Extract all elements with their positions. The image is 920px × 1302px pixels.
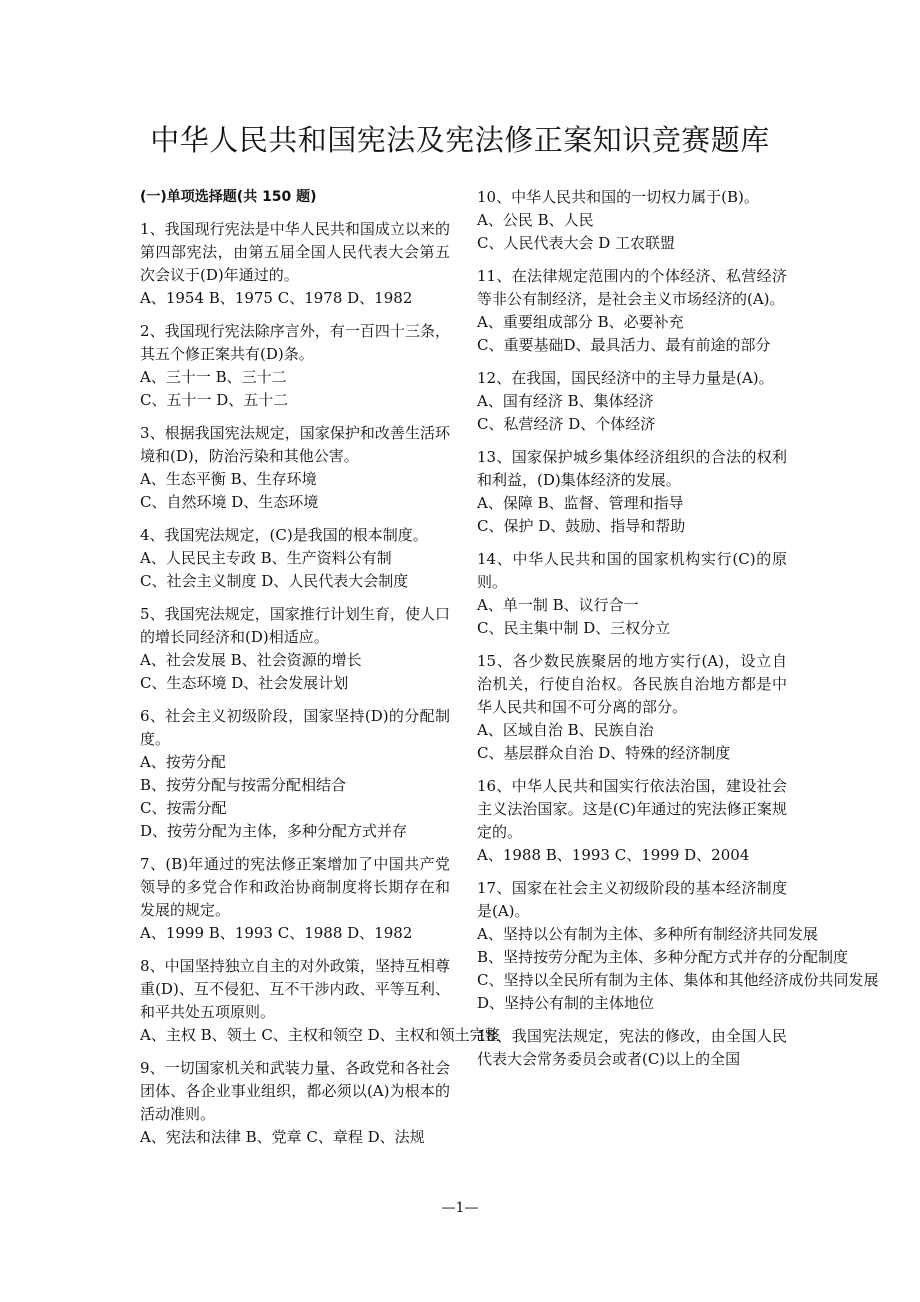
answer-options: A、1954 B、1975 C、1978 D、1982 xyxy=(140,289,413,307)
answer-options: A、坚持以公有制为主体、多种所有制经济共同发展 xyxy=(477,925,818,943)
answer-options: C、民主集中制 D、三权分立 xyxy=(477,619,671,637)
answer-options: C、社会主义制度 D、人民代表大会制度 xyxy=(140,572,409,590)
answer-options: A、三十一 B、三十二 xyxy=(140,368,287,386)
answer-options: D、按劳分配为主体，多种分配方式并存 xyxy=(140,822,408,840)
question-text: 11、在法律规定范围内的个体经济、私营经济等非公有制经济，是社会主义市场经济的(A)。 xyxy=(477,267,787,308)
answer-options: C、保护 D、鼓励、指导和帮助 xyxy=(477,517,686,535)
answer-options: A、生态平衡 B、生存环境 xyxy=(140,470,317,488)
answer-options: C、生态环境 D、社会发展计划 xyxy=(140,674,349,692)
question-item xyxy=(477,186,787,255)
right-column xyxy=(477,186,879,1081)
question-text: 5、我国宪法规定，国家推行计划生育，使人口的增长同经济和(D)相适应。 xyxy=(140,605,450,646)
question-item xyxy=(140,422,450,514)
question-item xyxy=(140,705,450,843)
question-text: 8、中国坚持独立自主的对外政策，坚持互相尊重(D)、互不侵犯、互不干涉内政、平等互利、和平共处五项原则。 xyxy=(140,957,450,1021)
question-list-right xyxy=(477,186,879,1071)
question-item xyxy=(477,446,787,538)
question-text: 18、我国宪法规定，宪法的修改，由全国人民代表大会常务委员会或者(C)以上的全国 xyxy=(477,1027,787,1068)
question-item xyxy=(477,367,787,436)
answer-options: A、宪法和法律 B、党章 C、章程 D、法规 xyxy=(140,1128,425,1146)
question-text: 12、在我国，国民经济中的主导力量是(A)。 xyxy=(477,369,774,387)
question-text: 1、我国现行宪法是中华人民共和国成立以来的第四部宪法，由第五届全国人民代表大会第五次会议于(D)年通过的。 xyxy=(140,220,450,284)
answer-options: A、人民民主专政 B、生产资料公有制 xyxy=(140,549,392,567)
answer-options: C、人民代表大会 D 工农联盟 xyxy=(477,234,676,252)
question-item xyxy=(477,877,879,1015)
left-column xyxy=(140,186,500,1159)
answer-options: B、坚持按劳分配为主体、多种分配方式并存的分配制度 xyxy=(477,948,849,966)
answer-options: A、保障 B、监督、管理和指导 xyxy=(477,494,684,512)
question-item xyxy=(477,775,787,867)
answer-options: C、五十一 D、五十二 xyxy=(140,391,289,409)
question-item xyxy=(140,218,450,310)
answer-options: A、单一制 B、议行合一 xyxy=(477,596,639,614)
question-item xyxy=(477,265,787,357)
question-text: 9、一切国家机关和武装力量、各政党和各社会团体、各企业事业组织，都必须以(A)为根本的活动准则。 xyxy=(140,1059,450,1123)
answer-options: B、按劳分配与按需分配相结合 xyxy=(140,776,347,794)
answer-options: A、1999 B、1993 C、1988 D、1982 xyxy=(140,924,413,942)
question-text: 6、社会主义初级阶段，国家坚持(D)的分配制度。 xyxy=(140,707,450,748)
question-item xyxy=(140,524,450,593)
question-text: 17、国家在社会主义初级阶段的基本经济制度是(A)。 xyxy=(477,879,787,920)
section-heading: (一)单项选择题(共 150 题) xyxy=(140,189,317,205)
answer-options: A、1988 B、1993 C、1999 D、2004 xyxy=(477,846,750,864)
answer-options: A、社会发展 B、社会资源的增长 xyxy=(140,651,362,669)
answer-options: A、国有经济 B、集体经济 xyxy=(477,392,654,410)
question-text: 14、中华人民共和国的国家机构实行(C)的原则。 xyxy=(477,550,787,591)
answer-options: D、坚持公有制的主体地位 xyxy=(477,994,655,1012)
answer-options: C、按需分配 xyxy=(140,799,227,817)
answer-options: C、自然环境 D、生态环境 xyxy=(140,493,319,511)
answer-options: A、区域自治 B、民族自治 xyxy=(477,721,654,739)
question-item xyxy=(477,548,787,640)
answer-options: A、公民 B、人民 xyxy=(477,211,594,229)
question-text: 13、国家保护城乡集体经济组织的合法的权利和利益，(D)集体经济的发展。 xyxy=(477,448,787,489)
document-title: 中华人民共和国宪法及宪法修正案知识竞赛题库 xyxy=(150,123,770,157)
question-text: 16、中华人民共和国实行依法治国，建设社会主义法治国家。这是(C)年通过的宪法修正案规定的。 xyxy=(477,777,787,841)
question-text: 4、我国宪法规定，(C)是我国的根本制度。 xyxy=(140,526,428,544)
question-text: 2、我国现行宪法除序言外，有一百四十三条，其五个修正案共有(D)条。 xyxy=(140,322,450,363)
page-number: —1— xyxy=(441,1200,479,1216)
question-item xyxy=(477,1025,787,1071)
answer-options: C、重要基础D、最具活力、最有前途的部分 xyxy=(477,336,771,354)
question-item xyxy=(140,603,450,695)
question-text: 3、根据我国宪法规定，国家保护和改善生活环境和(D)，防治污染和其他公害。 xyxy=(140,424,450,465)
question-list-left xyxy=(140,218,500,1149)
answer-options: C、基层群众自治 D、特殊的经济制度 xyxy=(477,744,731,762)
question-text: 10、中华人民共和国的一切权力属于(B)。 xyxy=(477,188,759,206)
answer-options: C、私营经济 D、个体经济 xyxy=(477,415,656,433)
answer-options: A、主权 B、领土 C、主权和领空 D、主权和领土完整 xyxy=(140,1026,500,1044)
question-text: 15、各少数民族聚居的地方实行(A)，设立自治机关，行使自治权。各民族自治地方都是中华人民共和国不可分离的部分。 xyxy=(477,652,787,716)
question-item xyxy=(140,1057,450,1149)
question-item xyxy=(140,955,500,1047)
question-text: 7、(B)年通过的宪法修正案增加了中国共产党领导的多党合作和政治协商制度将长期存在和发展的规定。 xyxy=(140,855,450,919)
answer-options: C、坚持以全民所有制为主体、集体和其他经济成份共同发展 xyxy=(477,971,879,989)
question-item xyxy=(140,853,450,945)
answer-options: A、按劳分配 xyxy=(140,753,226,771)
question-item xyxy=(140,320,450,412)
question-item xyxy=(477,650,787,765)
answer-options: A、重要组成部分 B、必要补充 xyxy=(477,313,684,331)
